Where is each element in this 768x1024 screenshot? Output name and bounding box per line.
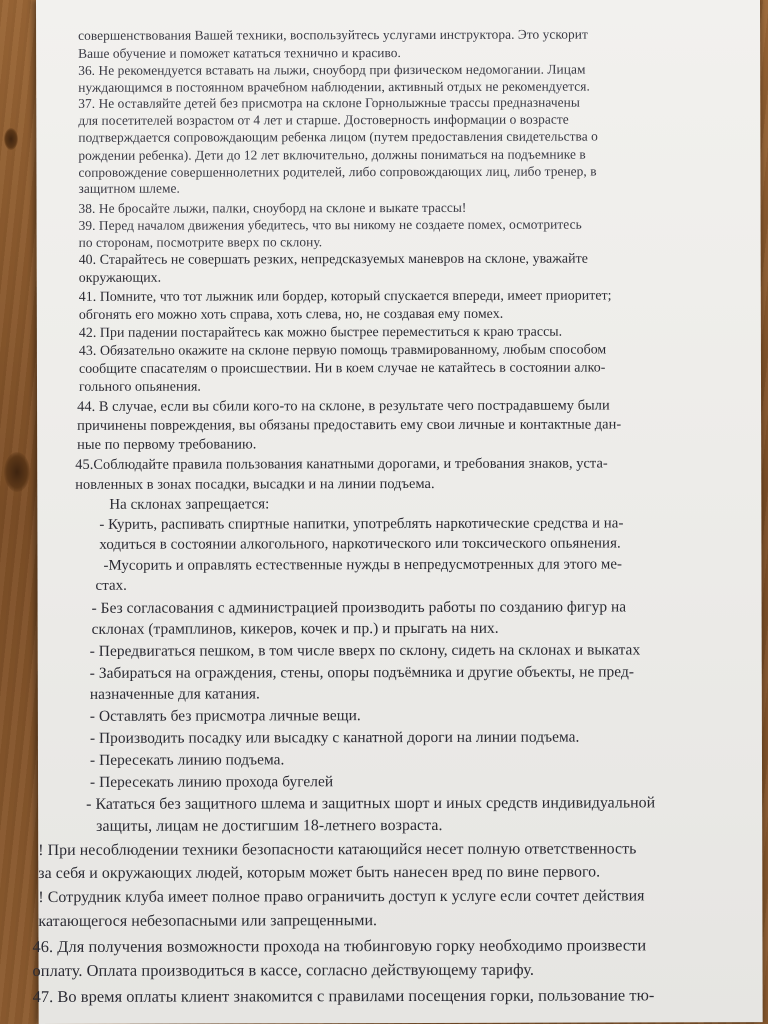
text-line: катающегося небезопасными или запрещенными. — [38, 912, 378, 930]
warning-line: ! Сотрудник клуба имеет полное право ограничить доступ к услуге если сочтет действия — [38, 887, 645, 906]
text-line: по сторонам, посмотрите вверх по склону. — [78, 234, 323, 250]
warning-line: ! При несоблюдении техники безопасности катающийся несет полную ответственность — [38, 840, 637, 859]
text-line: - Производить посадку или высадку с канатной дороги на линии подъема. — [89, 728, 580, 747]
text-line: совершенствования Вашей техники, воспользуйтесь услугами инструктора. Это ускорит — [78, 26, 588, 43]
text-line: - Пересекать линию прохода бугелей — [90, 773, 334, 791]
text-line: - Передвигаться пешком, в том числе вверх по склону, сидеть на склонах и выкатах — [89, 641, 641, 660]
text-line: 44. В случае, если вы сбили кого-то на склоне, в результате чего пострадавшему были — [77, 397, 610, 415]
text-line: - Без согласования с администрацией производить работы по созданию фигур на — [91, 598, 627, 617]
text-line: ходиться в состоянии алкогольного, наркотического или токсического опьянения. — [99, 535, 621, 553]
text-line: 37. Не оставляйте детей без присмотра на склоне Горнолыжные трассы предназначены — [78, 94, 580, 111]
text-line: 45.Соблюдайте правила пользования канатными дорогами, и требования знаков, уста- — [75, 455, 608, 473]
text-line: 41. Помните, что тот лыжник или бордер, который спускается впереди, имеет приоритет; — [78, 288, 612, 305]
text-line: нуждающимся в постоянном врачебном наблюдении, активный отдых не рекомендуется. — [78, 78, 590, 95]
text-line: ные по первому требованию. — [77, 436, 257, 453]
section-heading: На склонах запрещается: — [109, 496, 270, 513]
text-line: защитном шлеме. — [78, 180, 180, 196]
text-line: за себя и окружающих людей, которым может быть нанесен вред по вине первого. — [38, 863, 601, 882]
text-line: - Курить, распивать спиртные напитки, употреблять наркотические средства и на- — [99, 515, 624, 533]
text-line: -Мусорить и оправлять естественные нужды в непредусмотренных для этого ме- — [103, 556, 623, 574]
text-line: рождении ребенка). Дети до 12 лет включительно, должны пониматься на подъемнике в — [78, 146, 586, 163]
text-line: 40. Старайтесь не совершать резких, непредсказуемых маневров на склоне, уважайте — [78, 251, 588, 268]
text-line: - Кататься без защитного шлема и защитных шорт и иных средств индивидуальной — [86, 794, 656, 813]
text-line: оплату. Оплата производиться в кассе, согласно действующему тарифу. — [32, 959, 535, 981]
text-line: 42. При падении постарайтесь как можно быстрее переместиться к краю трассы. — [78, 324, 563, 341]
text-line: сообщите спасателям о происшествии. Ни в коем случае не катайтесь в состоянии алко- — [78, 360, 606, 377]
text-line: 47. Во время оплаты клиент знакомится с правилами посещения горки, пользование тю- — [32, 985, 655, 1007]
wood-knot — [4, 128, 18, 150]
wood-knot — [4, 452, 30, 492]
text-line: - Пересекать линию подъема. — [89, 751, 285, 769]
text-line: - Забираться на ограждения, стены, опоры подъёмника и другие объекты, не пред- — [89, 663, 635, 682]
text-line: - Оставлять без присмотра личные вещи. — [89, 707, 361, 725]
text-line: обгонять его можно хоть справа, хоть слева, но, не создавая ему помех. — [78, 306, 504, 323]
text-line: назначенные для катания. — [89, 685, 260, 703]
text-line: сопровождение совершеннолетних родителей, либо сопровождающих лиц, либо тренер, в — [78, 163, 597, 180]
text-line: защиты, лицам не достигшим 18-летнего возраста. — [96, 816, 443, 835]
text-line: гольного опьянения. — [78, 379, 201, 395]
text-line: стах. — [95, 577, 127, 594]
text-line: окружающих. — [78, 270, 162, 286]
text-line: 39. Перед началом движения убедитесь, что вы никому не создаете помех, осмотритесь — [78, 216, 582, 233]
text-line: для посетителей возрастом от 4 лет и старше. Достоверность информации о возрасте — [78, 111, 569, 128]
text-line: новленных в зонах посадки, высадки и на линии подъема. — [75, 475, 435, 493]
text-line: 43. Обязательно окажите на склоне первую помощь травмированному, любым способом — [78, 342, 607, 359]
rules-document-page — [32, 0, 763, 1024]
text-line: склонах (трамплинов, кикеров, кочек и пр.) и прыгать на них. — [91, 619, 499, 638]
text-line: 38. Не бросайте лыжи, палки, сноуборд на склоне и выкате трассы! — [78, 199, 467, 216]
text-line: причинены повреждения, вы обязаны предоставить ему свои личные и контактные дан- — [77, 416, 622, 434]
text-line: Ваше обучение и поможет кататься технично и красиво. — [78, 45, 401, 61]
text-line: 36. Не рекомендуется вставать на лыжи, сноуборд при физическом недомогании. Лицам — [78, 61, 586, 78]
text-line: подтверждается сопровождающим ребенка лицом (путем предоставления свидетельства о — [78, 128, 598, 145]
text-line: 46. Для получения возможности прохода на тюбинговую горку необходимо произвести — [32, 935, 647, 957]
